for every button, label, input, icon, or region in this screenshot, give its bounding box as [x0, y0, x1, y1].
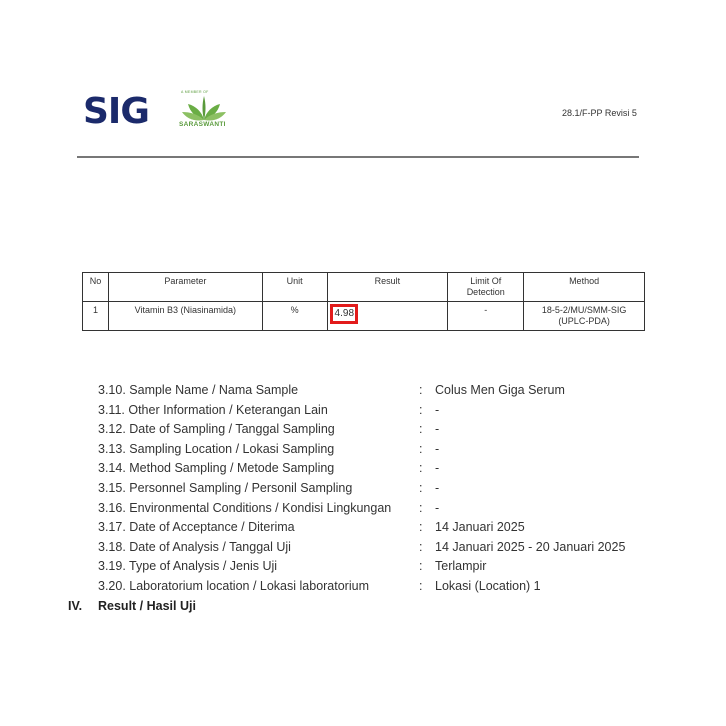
info-label: 3.16. Environmental Conditions / Kondisi Lingkungan [98, 500, 392, 515]
partner-member-text: A MEMBER OF [181, 90, 209, 94]
info-colon: : [419, 539, 423, 554]
info-value: Terlampir [435, 559, 487, 574]
document-reference: 28.1/F-PP Revisi 5 [562, 108, 637, 118]
info-colon: : [419, 578, 423, 593]
info-label: 3.17. Date of Acceptance / Diterima [98, 520, 295, 535]
cell-method: 18-5-2/MU/SMM-SIG (UPLC-PDA) [524, 302, 645, 331]
info-row [98, 520, 658, 540]
cell-no: 1 [83, 302, 109, 331]
info-value: - [435, 402, 440, 417]
cell-result [327, 302, 448, 331]
table-row [83, 302, 645, 331]
col-header-parameter: Parameter [108, 273, 262, 302]
col-header-limit-of-detection: Limit Of Detection [448, 273, 524, 302]
sig-logo: SIG [83, 91, 149, 132]
info-colon: : [419, 520, 423, 535]
info-colon: : [419, 422, 423, 437]
info-row [98, 559, 658, 579]
info-label: 3.13. Sampling Location / Lokasi Sampling [98, 441, 335, 456]
info-row [98, 540, 658, 560]
info-row [98, 442, 658, 462]
info-label: 3.20. Laboratorium location / Lokasi laboratorium [98, 578, 369, 593]
info-value: 14 Januari 2025 [435, 520, 525, 535]
col-header-result: Result [327, 273, 448, 302]
info-row [98, 461, 658, 481]
highlighted-result-value: 4.98 [330, 304, 358, 324]
info-colon: : [419, 383, 423, 397]
info-colon: : [419, 500, 423, 515]
info-label: 3.14. Method Sampling / Metode Sampling [98, 461, 335, 476]
col-header-no: No [83, 273, 109, 302]
section-heading [68, 599, 196, 613]
info-row [98, 422, 658, 442]
info-value: - [435, 480, 440, 495]
info-value: - [435, 500, 440, 515]
table-header-row [83, 273, 645, 302]
info-colon: : [419, 461, 423, 476]
header-divider [77, 156, 639, 158]
cell-unit: % [262, 302, 327, 331]
info-label: 3.18. Date of Analysis / Tanggal Uji [98, 539, 291, 554]
partner-name: SARASWANTI [179, 121, 226, 128]
info-row [98, 481, 658, 501]
info-colon: : [419, 402, 423, 417]
info-label: 3.15. Personnel Sampling / Personil Sampling [98, 480, 353, 495]
cell-parameter: Vitamin B3 (Niasinamida) [108, 302, 262, 331]
info-row [98, 383, 658, 403]
info-label: 3.11. Other Information / Keterangan Lain [98, 402, 328, 417]
info-row [98, 501, 658, 521]
info-value: - [435, 422, 440, 437]
info-value: - [435, 441, 440, 456]
document-header [0, 0, 726, 170]
info-row [98, 403, 658, 423]
info-label: 3.10. Sample Name / Nama Sample [98, 383, 299, 397]
info-label: 3.12. Date of Sampling / Tanggal Sampling [98, 422, 335, 437]
cell-limit-of-detection: - [448, 302, 524, 331]
section-number: IV. [68, 599, 83, 613]
section-title: Result / Hasil Uji [98, 599, 196, 613]
info-value: Lokasi (Location) 1 [435, 578, 541, 593]
sample-info-list [98, 383, 658, 599]
info-colon: : [419, 559, 423, 574]
info-value: - [435, 461, 440, 476]
info-colon: : [419, 441, 423, 456]
info-colon: : [419, 480, 423, 495]
results-table [82, 272, 645, 331]
info-value: Colus Men Giga Serum [435, 383, 565, 397]
col-header-unit: Unit [262, 273, 327, 302]
col-header-method: Method [524, 273, 645, 302]
info-row [98, 579, 658, 599]
info-value: 14 Januari 2025 - 20 Januari 2025 [435, 539, 626, 554]
info-label: 3.19. Type of Analysis / Jenis Uji [98, 559, 278, 574]
